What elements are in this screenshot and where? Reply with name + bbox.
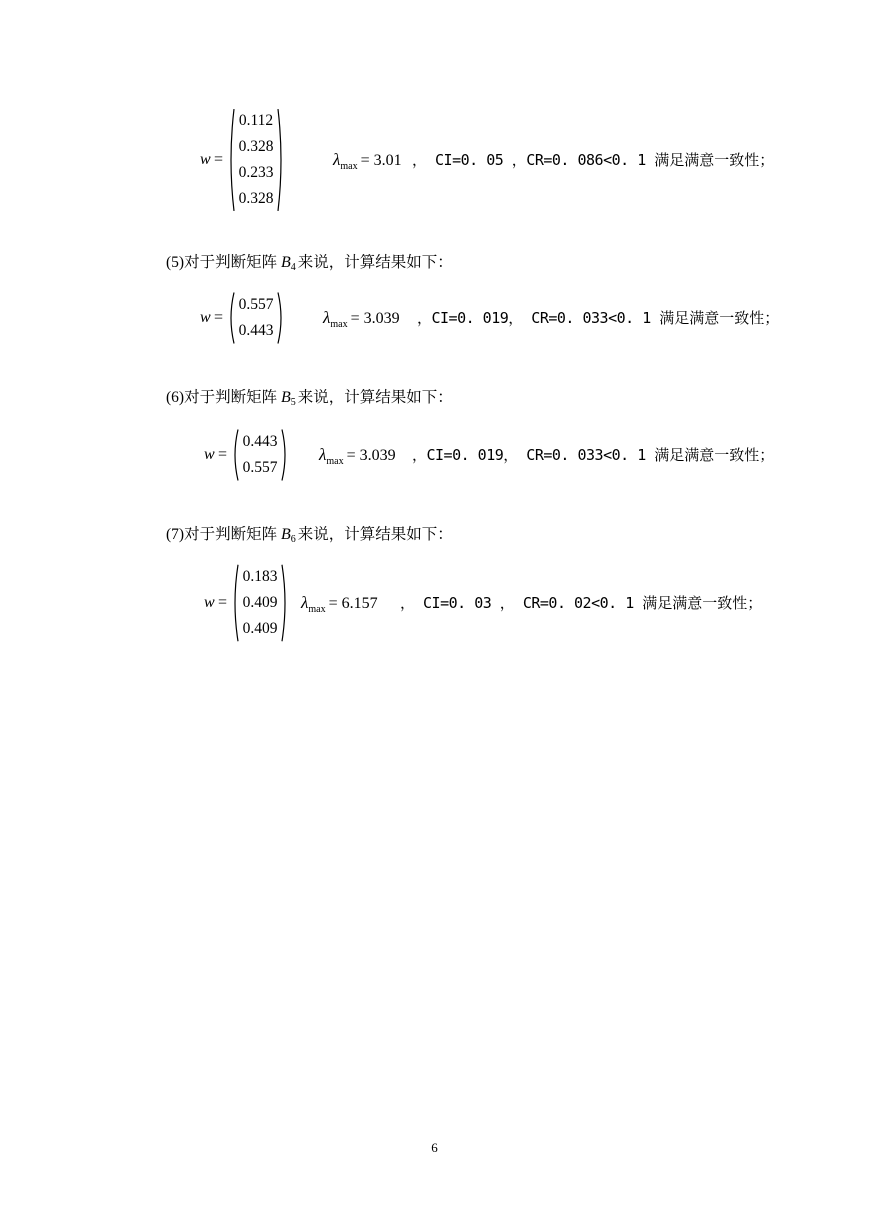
heading-suffix: 来说，计算结果如下：: [297, 526, 453, 543]
lambda-value: = 6.157: [328, 595, 378, 612]
lambda-subscript: max: [330, 319, 348, 330]
matrix-symbol: B: [280, 526, 291, 543]
weight-value: 0.557: [238, 296, 274, 313]
consistency-conclusion: 满足满意一致性；: [654, 151, 775, 169]
right-paren: [277, 108, 285, 212]
weight-symbol: w: [200, 151, 211, 168]
weight-value: 0.443: [242, 433, 278, 450]
right-paren: [281, 429, 289, 481]
consistency-conclusion: 满足满意一致性；: [642, 594, 763, 612]
consistency-conclusion: 满足满意一致性；: [659, 309, 780, 327]
consistency-stats: [412, 150, 774, 170]
section-heading-6: [166, 388, 453, 413]
weight-vector: [227, 108, 285, 212]
weight-symbol: w: [204, 594, 215, 611]
consistency-stats: [412, 445, 774, 465]
weight-value: 0.328: [238, 190, 274, 207]
right-paren: [277, 292, 285, 344]
left-paren: [227, 108, 235, 212]
equals-sign: =: [214, 309, 224, 326]
lambda-value: = 3.039: [346, 447, 396, 464]
weight-vector: [231, 564, 289, 642]
right-paren: [281, 564, 289, 642]
matrix-subscript: 4: [290, 262, 296, 273]
lambda-symbol: λ: [319, 445, 327, 464]
weight-value: 0.112: [238, 112, 274, 129]
left-paren: [231, 564, 239, 642]
weight-vector: [231, 429, 289, 481]
ci-cr-values: ， CI=0. 05 ，CR=0. 086<0. 1: [412, 151, 646, 169]
page-number: 6: [431, 1140, 438, 1155]
lambda-subscript: max: [326, 456, 344, 467]
consistency-stats: [417, 308, 779, 328]
weight-symbol: w: [200, 309, 211, 326]
lambda-symbol: λ: [323, 308, 331, 327]
ci-cr-values: ，CI=0. 019， CR=0. 033<0. 1: [412, 446, 646, 464]
weight-vector: [227, 292, 285, 344]
section-heading-7: [166, 525, 453, 550]
heading-prefix: (6)对于判断矩阵: [166, 389, 278, 406]
weight-value: 0.409: [242, 594, 278, 611]
ci-cr-values: ， CI=0. 03 ， CR=0. 02<0. 1: [400, 594, 634, 612]
left-paren: [231, 429, 239, 481]
lambda-subscript: max: [308, 604, 326, 615]
matrix-symbol: B: [280, 254, 291, 271]
lambda-symbol: λ: [301, 593, 309, 612]
consistency-conclusion: 满足满意一致性；: [654, 446, 775, 464]
left-paren: [227, 292, 235, 344]
equals-sign: =: [214, 151, 224, 168]
heading-suffix: 来说，计算结果如下：: [297, 389, 453, 406]
weight-value: 0.409: [242, 620, 278, 637]
consistency-stats: [400, 593, 762, 613]
lambda-symbol: λ: [333, 150, 341, 169]
ci-cr-values: ，CI=0. 019， CR=0. 033<0. 1: [417, 309, 651, 327]
lambda-value: = 3.01: [360, 152, 402, 169]
equals-sign: =: [218, 446, 228, 463]
equals-sign: =: [218, 594, 228, 611]
weight-value: 0.557: [242, 459, 278, 476]
weight-value: 0.443: [238, 322, 274, 339]
lambda-max: [333, 150, 402, 177]
section-heading-5: [166, 253, 453, 278]
weight-value: 0.233: [238, 164, 274, 181]
lambda-max: [319, 445, 396, 472]
weight-value: 0.183: [242, 568, 278, 585]
heading-prefix: (5)对于判断矩阵: [166, 254, 278, 271]
matrix-subscript: 6: [290, 534, 296, 545]
lambda-max: [301, 593, 378, 620]
heading-suffix: 来说，计算结果如下：: [297, 254, 453, 271]
matrix-subscript: 5: [290, 397, 296, 408]
matrix-symbol: B: [280, 389, 291, 406]
weight-symbol: w: [204, 446, 215, 463]
lambda-max: [323, 308, 400, 335]
lambda-value: = 3.039: [350, 310, 400, 327]
lambda-subscript: max: [340, 161, 358, 172]
heading-prefix: (7)对于判断矩阵: [166, 526, 278, 543]
weight-value: 0.328: [238, 138, 274, 155]
